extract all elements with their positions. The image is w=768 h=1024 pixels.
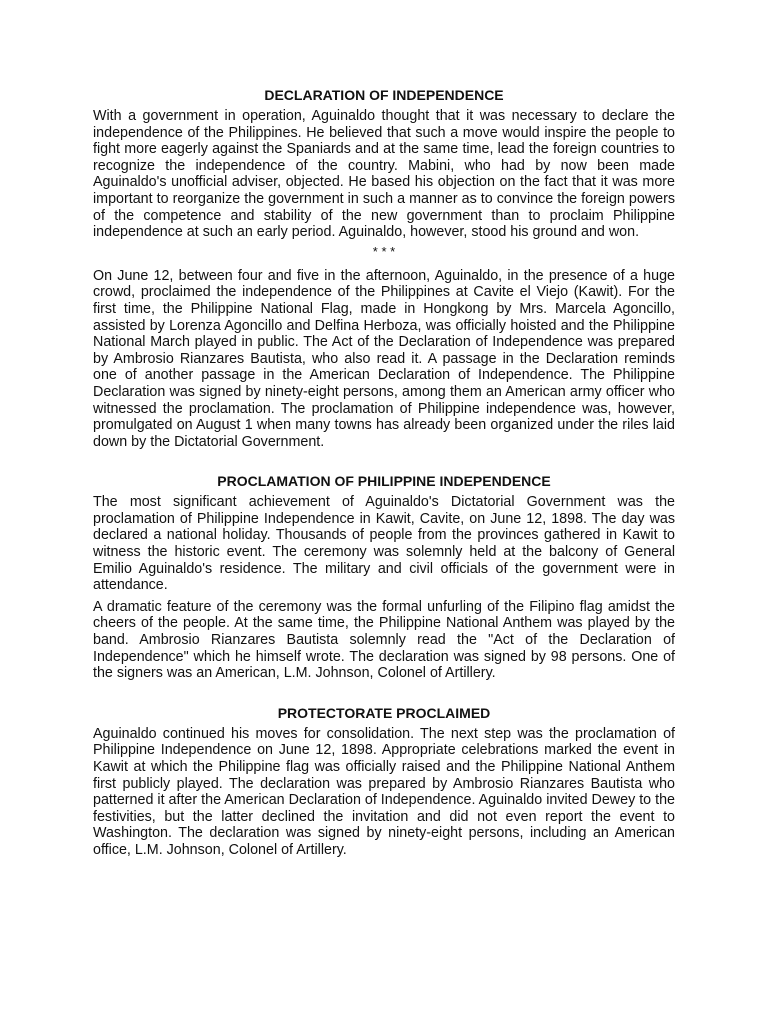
section-heading: DECLARATION OF INDEPENDENCE (264, 87, 504, 103)
section-proclamation-of-philippine-independence (93, 472, 675, 682)
spacer (93, 450, 675, 472)
document-page (93, 86, 675, 859)
section-separator: * * * (372, 243, 396, 259)
paragraph: Aguinaldo continued his moves for consolidation. The next step was the proclamation of Philippine Independence on June 12, 1898. Appropriate celebrations marked the event in Kawit at which the Philippine flag was officially raised and the Philippine National Anthem first publicly played. The declaration was prepared by Ambrosio Rianzares Bautista who patterned it after the American Declaration of Independence. Aguinaldo invited Dewey to the festivities, but the latter declined the invitation and did not even report the event to Washington. The declaration was signed by ninety-eight persons, including an American office, L.M. Johnson, Colonel of Artillery. (93, 725, 675, 858)
paragraph: A dramatic feature of the ceremony was the formal unfurling of the Filipino flag amidst the cheers of the people. At the same time, the Philippine National Anthem was played by the band. Ambrosio Rianzares Bautista solemnly read the "Act of the Declaration of Independence" which he himself wrote. The declaration was signed by 98 persons. One of the signers was an American, L.M. Johnson, Colonel of Artillery. (93, 598, 675, 682)
paragraph: With a government in operation, Aguinaldo thought that it was necessary to declare the independence of the Philippines. He believed that such a move would inspire the people to fight more eagerly against the Spaniards and at the same time, lead the foreign countries to recognize the independence of the country. Mabini, who had by now been made Aguinaldo's unofficial adviser, objected. He based his objection on the fact that it was more important to reorganize the government in such a manner as to convince the foreign powers of the competence and stability of the new government than to proclaim Philippine independence at such an early period. Aguinaldo, however, stood his ground and won. (93, 108, 675, 241)
section-declaration-of-independence (93, 86, 675, 450)
paragraph: The most significant achievement of Aguinaldo's Dictatorial Government was the proclamation of Philippine Independence in Kawit, Cavite, on June 12, 1898. The day was declared a national holiday. Thousands of people from the provinces gathered in Kawit to witness the historic event. The ceremony was solemnly held at the balcony of General Emilio Aguinaldo's residence. The military and civil officials of the government were in attendance. (93, 494, 675, 594)
section-heading: PROCLAMATION OF PHILIPPINE INDEPENDENCE (217, 473, 551, 490)
spacer (93, 682, 675, 704)
paragraph: On June 12, between four and five in the afternoon, Aguinaldo, in the presence of a huge crowd, proclaimed the independence of the Philippines at Cavite el Viejo (Kawit). For the first time, the Philippine National Flag, made in Hongkong by Mrs. Marcela Agoncillo, assisted by Lorenza Agoncillo and Delfina Herboza, was officially hoisted and the Philippine National March played in public. The Act of the Declaration of Independence was prepared by Ambrosio Rianzares Bautista, who also read it. A passage in the Declaration reminds one of another passage in the American Declaration of Independence. The Philippine Declaration was signed by ninety-eight persons, among them an American army officer who witnessed the proclamation. The proclamation of Philippine independence was, however, promulgated on August 1 when many towns has already been organized under the riles laid down by the Dictatorial Government. (93, 267, 675, 450)
section-protectorate-proclaimed (93, 704, 675, 859)
section-heading: PROTECTORATE PROCLAIMED (277, 704, 491, 721)
